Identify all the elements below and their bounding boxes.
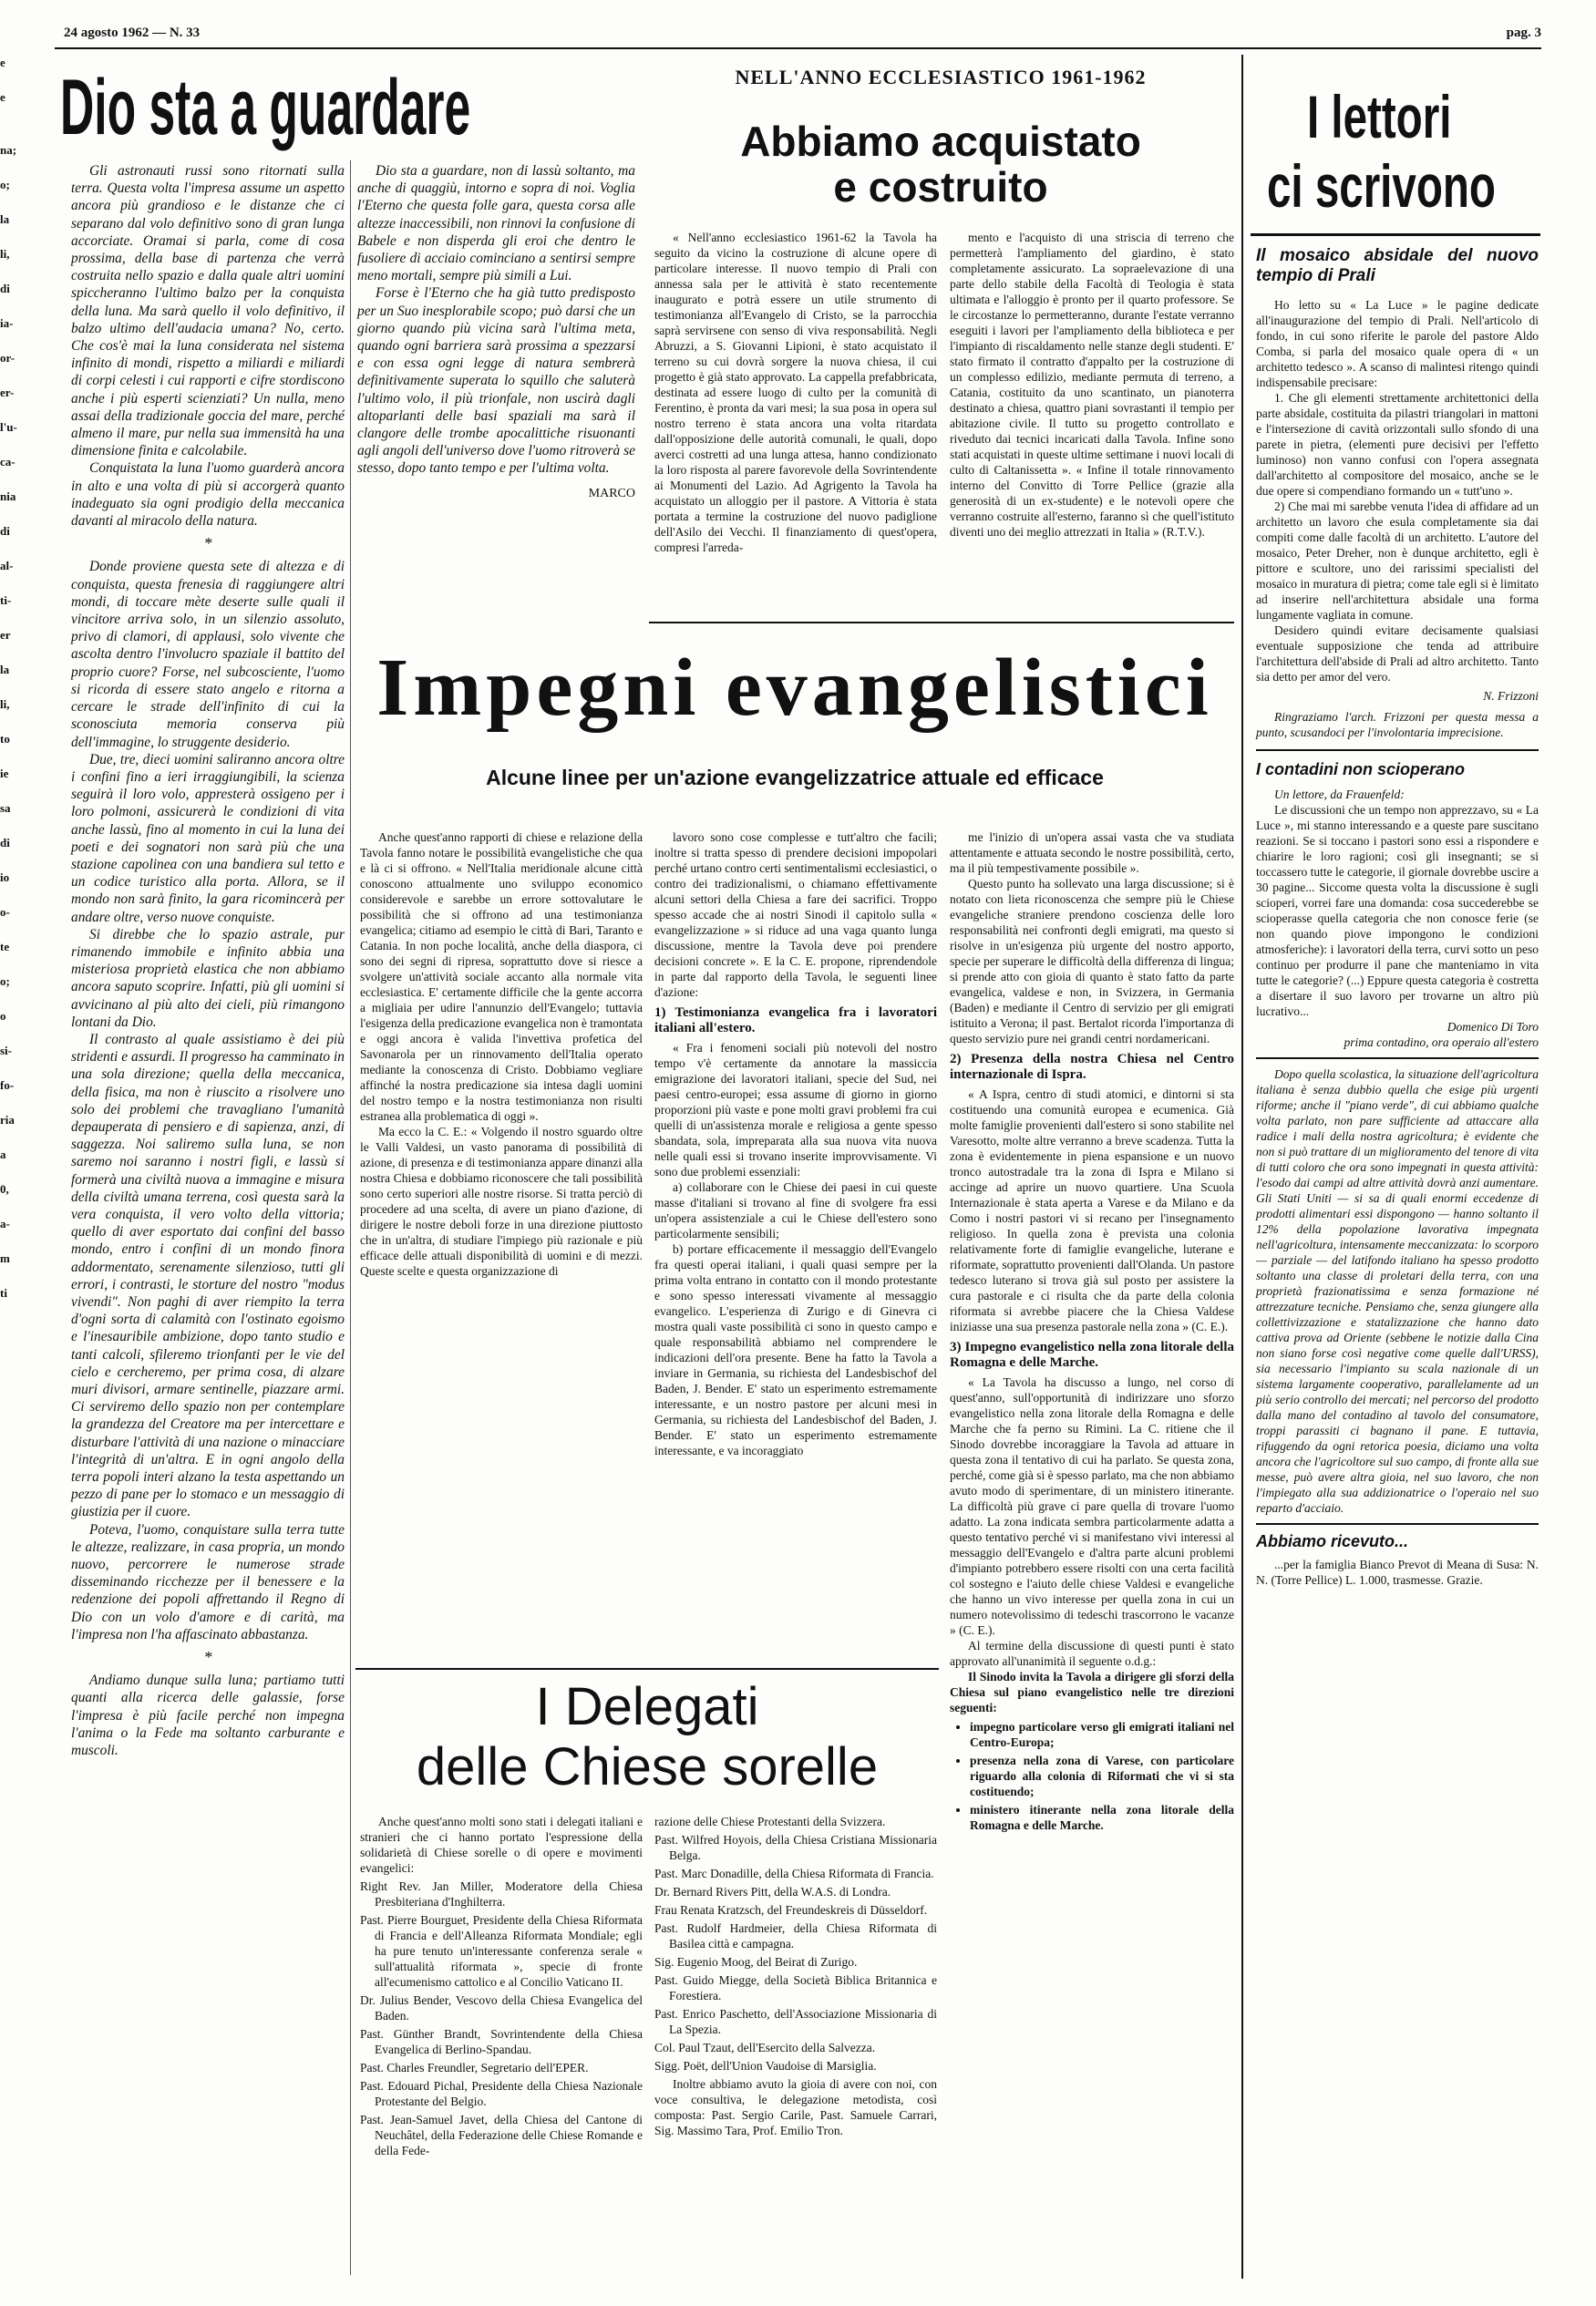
edge-fragment: io	[0, 870, 10, 884]
edge-fragment: te	[0, 940, 10, 953]
a3-resolution-list	[950, 1719, 1234, 1833]
article3-subtitle: Alcune linee per un'azione evangelizzatrice attuale ed efficace	[486, 766, 1104, 789]
edge-fragment: li,	[0, 697, 10, 711]
a5-rule-3	[1256, 1523, 1539, 1525]
article4-title-line2: delle Chiese sorelle	[416, 1737, 879, 1796]
a2-bottom-rule	[649, 622, 1234, 623]
delegate-entry: Right Rev. Jan Miller, Moderatore della Chiesa Presbiteriana d'Inghilterra.	[360, 1879, 643, 1909]
a5-body-3: ...per la famiglia Bianco Prevot di Meana di Susa: N. N. (Torre Pellice) L. 1.000, trasmesse. Grazie.	[1256, 1558, 1539, 1587]
a3-heading-2: 2) Presenza della nostra Chiesa nel Centro internazionale di Ispra.	[950, 1052, 1234, 1082]
a1-p6: Il contrasto al quale assistiamo è dei più stridenti e assurdi. Il progresso ha camminato in una sola direzione; quella della meccanica, della fisica, ma non è riuscito a risolvere uno solo dei problemi che travagliano l'umanità depauperata di pensiero e di sapienza, anzi, di saggezza. Noi saliremo sulla luna, se non saremo noi saranno i nostri figli, e lassù si formerà una civiltà nuova a immagine e misura della civiltà umana terrena, così questa sarà la vera conquista, il vero volto della vittoria; quello di aver esportato dai confini del basso mondo, entro i confini di un mondo finora addormentato, serenamente silenzioso, tutti gli errori, i contrasti, le storture del nostro "modus vivendi". Non paghi di aver riempito la terra d'ogni sorta di calamità con l'ostinato egoismo e l'inesauribile ambizione, dopo tanto studio e tanti calcoli, sfileremo trionfanti per le vie del cielo e cercheremo, per prima cosa, di alzare muri divisori, armare sentinelle, piazzare armi. Ci serviremo dello spazio non per contemplare la grandezza del Creatore ma per intercettare e disturbare l'attività di una nazione o minacciare l'integrità di un'altra. E in ogni angolo della terra popoli interi alzano la testa aspettando un pezzo di pane per lo stomaco e un messaggio di giustizia per il cuore.	[71, 1031, 345, 1520]
edge-fragment: fo-	[0, 1078, 15, 1092]
article4-title	[355, 1677, 939, 1797]
page-header	[64, 26, 1541, 46]
edge-fragment: 0,	[0, 1182, 9, 1196]
article2-column-1	[654, 230, 937, 617]
edge-fragment: la	[0, 212, 10, 226]
a1-separator-2: *	[203, 1648, 212, 1667]
resolution-item: • presenza nella zona di Varese, con particolare riguardo alla colonia di Riformati che vi si sta costituendo;	[970, 1753, 1234, 1799]
article3-column-3	[950, 829, 1234, 2270]
a5-title-rule	[1251, 233, 1540, 236]
delegate-entry: Sigg. Poët, dell'Union Vaudoise di Marsiglia.	[654, 2059, 877, 2073]
article2-column-2	[950, 230, 1234, 617]
edge-fragment: o;	[0, 178, 10, 191]
article3-column-2	[654, 829, 937, 1668]
edge-fragment: ie	[0, 767, 9, 780]
edge-fragment: o;	[0, 974, 10, 988]
a2-c1: « Nell'anno ecclesiastico 1961-62 la Tavola ha seguito da vicino la costruzione di alcune opere di particolare interesse. Il nuovo tempio di Prali con annessa sala per le attività è stato recentemente inaugurato e potrà essere un utile strumento di testimonianza all'Evangelo di Cristo, se la parrocchia saprà servirsene con senso di viva responsabilità. Negli Abruzzi, a S. Giovanni Lipioni, è stato acquistato il terreno su cui dovrà sorgere la nuova chiesa, il cui progetto è già stato approvato. La cappella prefabbricata, destinata ad essere luogo di culto per la comunità di Ferentino, è pronta da vari mesi; la sua posa in opera sul nostro terreno è stata ancora una volta ritardata dall'opposizione delle autorità comunali, le quali, dopo averci costretti ad una lunga attesa, hanno condizionato la loro risposta al parere favorevole della Sovrintendente ai Monumenti del Lazio. Ad Agrigento la Tavola ha acquistato un alloggio per il pastore. A Vittoria è stata portata a termine la costruzione del nuovo padiglione dell'Asilo dei Vecchi. Il finanziamento di quest'opera, compresi l'arreda-	[654, 231, 937, 554]
article2-kicker: NELL'ANNO ECCLESIASTICO 1961-1962	[735, 66, 1147, 88]
article4-title-line1: I Delegati	[535, 1677, 759, 1736]
column-rule-right	[1241, 55, 1243, 2279]
a5-from-2: Un lettore, da Frauenfeld:	[1274, 788, 1405, 801]
a3-c1-p2: Ma ecco la C. E.: « Volgendo il nostro sguardo oltre le Valli Valdesi, un vasto panorama di possibilità di azione, di presenza e di testimonianza appare dinanzi alla nostra Chiesa e dobbiamo riconoscere che tali possibilità sono certo superiori alle nostre risorse. Si tratta perciò di procedere ad una scelta, di avere un piano d'azione, di dirigere le nostre deboli forze in una direzione piuttosto che in un'altra, di studiare l'impiego più razionale e più efficace delle attuali disponibilità di uomini e di mezzi. Queste scelte e questa organizzazione di	[360, 1125, 643, 1278]
edge-fragment: er-	[0, 386, 15, 399]
delegate-entry: Col. Paul Tzaut, dell'Esercito della Salvezza.	[654, 2041, 876, 2054]
delegate-entry: Dr. Bernard Rivers Pitt, della W.A.S. di Londra.	[654, 1885, 891, 1899]
a3-heading-3: 3) Impegno evangelistico nella zona litorale della Romagna e delle Marche.	[950, 1340, 1234, 1370]
edge-fragment: di	[0, 524, 10, 538]
edge-fragment: o	[0, 1009, 6, 1023]
edge-fragment: ca-	[0, 455, 15, 468]
a5-subhead-2: I contadini non scioperano	[1256, 760, 1466, 778]
edge-fragment: ria	[0, 1113, 15, 1127]
a1-p4: Due, tre, dieci uomini saliranno ancora oltre i confini fino a ieri irraggiungibili, la scienza seguirà il loro volo, appresterà ossigeno per i loro polmoni, assicurerà le condizioni di vita anche lassù, fino al momento in cui la luna dei poeti e dei sognatori non sarà più che una stazione capolinea con una bandiera sul tetto e un codice turistico alla porta. Allora, se il mondo non sarà finito, la gara ricomincerà per andare oltre, verso nuove conquiste.	[71, 751, 345, 925]
edge-fragment: l'u-	[0, 420, 17, 434]
a5-body-2: Le discussioni che un tempo non apprezzavo, su « La Luce », mi stanno interessando e a queste pare suscitano reazioni. Se si toccano i pastori sono essi a rispondere e chiarire le loro ragioni; così gli insegnanti; se si toccassero tutte le categorie, il giornale dovrebbe uscire a 30 pagine... Siccome questa volta la discussione è sugli scioperi, vorrei fare una domanda: cosa succederebbe se scioperasse quella categoria che non conosce ferie (se non quando piove impongono le condizioni atmosferiche): i lavoratori della terra, curvi sotto un peso continuo per produrre il pane che manteniamo in vita tutte le categorie? (...) Eppure questa categoria è costretta a disertare il suo lavoro per trovarne un altro più lucrativo...	[1256, 803, 1539, 1018]
edge-fragment: li,	[0, 247, 10, 261]
page-number: pag. 3	[1506, 26, 1541, 40]
left-edge-fragments	[0, 55, 17, 1320]
a3-c1-p1: Anche quest'anno rapporti di chiese e relazione della Tavola fanno notare le possibilità evangelistiche che qua e là ci si offrono. « Nell'Italia meridionale alcune città conoscono attualmente uno sviluppo economico considerevole e sarebbe un errore sottovalutare le possibilità che si offrono ad una testimonianza evangelica; citiamo ad esempio le città di Bari, Taranto e Catania. In non poche località, anche della diaspora, ci sono dei segni di ripresa, soprattutto dove si riesce a svolgere un'attività sociale accanto alla normale vita ecclesiastica. E' certamente difficile che la gente accorra a migliaia per udire l'annunzio dell'Evangelo; tuttavia l'esigenza della predicazione evangelica non è tramontata e oggi ancora è valida l'invettiva profetica del Savonarola per un rinnovamento dell'Italia operato mediante la conoscenza di Cristo. Dobbiamo vegliare affinché la nostra predicazione sia intesa dagli uomini del nostro tempo e la nostra testimonianza non risulti estranea alla problematica di oggi ».	[360, 830, 643, 1123]
delegate-entry: Past. Marc Donadille, della Chiesa Riformata di Francia.	[654, 1867, 934, 1880]
a3-c2-p2: « Fra i fenomeni sociali più notevoli del nostro tempo v'è certamente da annotare la massiccia emigrazione dei lavoratori italiani, specie del Sud, nei paesi centro-europei; essa assume di giorno in giorno proporzioni più vaste e pone molti gravi problemi fra cui quelli di un'assistenza morale e religiosa a gente spesso sbandata, sola, impreparata alla sua nuova vita nuova nelle quali essi si trovano inserite improvvisamente. Vi sono due problemi essenziali:	[654, 1041, 937, 1179]
article1-column-2	[357, 162, 635, 591]
edge-fragment: to	[0, 732, 10, 746]
a3-c3-p5: Al termine della discussione di questi punti è stato approvato all'unanimità il seguente o.d.g.:	[950, 1639, 1234, 1668]
delegate-entry: razione delle Chiese Protestanti della Svizzera.	[654, 1815, 886, 1828]
edge-fragment: e	[0, 90, 5, 104]
a5-sign-2: Domenico Di Toro	[1447, 1020, 1539, 1034]
delegate-entry: Past. Wilfred Hoyois, della Chiesa Cristiana Missionaria Belga.	[654, 1833, 937, 1862]
edge-fragment: ia-	[0, 316, 14, 330]
delegate-entry: Past. Rudolf Hardmeier, della Chiesa Riformata di Basilea città e campagna.	[654, 1921, 937, 1951]
a3-c3-p1: me l'inizio di un'opera assai vasta che va studiata attentamente e attuata secondo le nostre possibilità, certo, ma il più tempestivamente possibile ».	[950, 830, 1234, 875]
article4-column-2	[654, 1814, 937, 2270]
article5-title-line2: ci scrivono	[1267, 152, 1496, 220]
a3-heading-1: 1) Testimonianza evangelica fra i lavoratori italiani all'estero.	[654, 1005, 937, 1035]
a3-c3-p4: « La Tavola ha discusso a lungo, nel corso di quest'anno, sull'opportunità di indirizzare uno sforzo evangelistico nella zona litorale della Romagna e delle Marche che fa perno su Rimini. La C. ritiene che il Sinodo dovrebbe incoraggiare la Tavola ad attuare in questa zona il tentativo di cui ha parlato. Se questa zona, perché, come già si è spesso parlato, ma che non abbiamo avuto modo di sperimentare, di un ministero itinerante. La difficoltà più grave ci pare quella di trovare l'uomo adatto. La zona indicata sembra particolarmente adatta a questo tentativo perché vi si manifestano vivi interessi al messaggio dell'Evangelo e d'altra parte alcuni problemi d'impianto potrebbero essere risolti con una certa facilità col sostegno e l'aiuto delle chiese Valdesi e evangeliche che hanno un vivo interesse per quella zona in cui un numero notevolissimo di tedeschi trascorrono le vacanze » (C. E.).	[950, 1375, 1234, 1637]
edge-fragment: ti-	[0, 593, 12, 607]
a5-p2: 1. Che gli elementi strettamente architettonici della parte absidale, costituita da pilastri triangolari in mattoni e l'intersezione di cavità orizzontali sullo sfondo di una parete in pietra, (elementi pure decisivi per l'effetto luminoso) non vanno confusi con l'opera assegnata dall'architetto al compositore del mosaico, anche se le due opere si compendiano formando un « tutt'uno ».	[1256, 391, 1539, 498]
edge-fragment: nia	[0, 489, 16, 503]
edge-fragment: er	[0, 628, 11, 642]
a4-top-rule	[355, 1668, 939, 1670]
a3-c2-p1: lavoro sono cose complesse e tutt'altro che facili; inoltre si tratta spesso di prendere decisioni impopolari perché urtano contro certi sentimentalismi ecclesiastici, o contro dei tradizionalismi, o chiamano effettivamente alcuni settori della Chiesa a fare dei sacrifici. Troppo spesso accade che ai nostri Sinodi il capitolo sulla « evangelizzazione » si riduce ad una vaga quanto lunga discussione, mentre la Tavola deve poi prendere decisioni concrete ». E la C. E. propone, riprendendole in parte dal rapporto della Tavola, le seguenti linee d'azione:	[654, 830, 938, 999]
a1-col-rule	[350, 160, 351, 2275]
a4-intro: Anche quest'anno molti sono stati i delegati italiani e stranieri che ci hanno portato l'espressione della solidarietà di Chiese sorelle o di opere e movimenti evangelici:	[360, 1815, 643, 1875]
issue-date: 24 agosto 1962 — N. 33	[64, 26, 201, 40]
edge-fragment: na;	[0, 143, 17, 157]
delegate-entry: Past. Günther Brandt, Sovrintendente della Chiesa Evangelica di Berlino-Spandau.	[360, 2027, 643, 2056]
a5-rule-2	[1256, 1057, 1539, 1059]
a5-sign-2b: prima contadino, ora operaio all'estero	[1344, 1035, 1539, 1049]
delegate-entry: Past. Guido Miegge, della Società Biblica Britannica e Forestiera.	[654, 1973, 937, 2002]
a1-c2-p1: Dio sta a guardare, non di lassù soltanto, ma anche di quaggiù, intorno e sopra di noi. Voglia l'Eterno che questa folle gara, questa corsa alle altezze inaccessibili, non rinnovi la confusione di Babele e non disperda gli eroi che dentro le fusoliere di acciaio cominciano a sentirsi sempre meno mortali, sempre più simili a Lui.	[357, 163, 635, 284]
article1-signature: MARCO	[588, 486, 635, 500]
article2-title	[649, 118, 1232, 210]
a1-p1: Gli astronauti russi sono ritornati sulla terra. Questa volta l'impresa assume un aspetto ancora più grandioso e le distanze che ci separano dal volo definitivo sono di gran lunga accorciate. Oramai si parla, come di cosa prossima, della base di partenza che verrà costruita nello spazio e dalla quale altri uomini spiccheranno l'ultimo balzo per la conquista della luna. Ma sarà quello il volo definitivo, il balzo ultimo dell'audacia umana? No, certo. Che cos'è mai la luna considerata nel sistema infinito di mondi, rispetto a miliardi e miliardi di corpi celesti i cui rapporti e cifre stordiscono anche i più esperti scienziati? Un nulla, meno assai della tradizionale goccia del mare, perché almeno il mare, pur nella sua immensità ha una dimensione finita e calcolabile.	[71, 163, 345, 459]
delegate-entry: Past. Enrico Paschetto, dell'Associazione Missionaria di La Spezia.	[654, 2007, 937, 2036]
a3-c2-p4: b) portare efficacemente il messaggio dell'Evangelo fra questi operai italiani, i quali quasi sempre per la prima volta entrano in contatto con il mondo protestante e sono spesso interessati vivamente al messaggio evangelico. L'esperienza di Zurigo e di Ginevra ci mostra quali vaste possibilità ci sono in questo campo e quale responsabilità abbiamo nel comprendere le indicazioni dell'ora presente. Bene ha fatto la Tavola a inviare in Germania, su richiesta del Landesbischof del Baden, J. Bender. E' stato un esperimento estremamente interessante, e un nostro pastore per alcuni mesi in Germania, su richiesta del Landesbischof del Baden, J. Bender. E' stato un esperimento estremamente interessante, e va incoraggiato	[654, 1242, 937, 1457]
edge-fragment: a-	[0, 1217, 10, 1230]
a1-p7: Poteva, l'uomo, conquistare sulla terra tutte le altezze, realizzare, in casa propria, un mondo nuovo, percorrere le numerose strade disseminando ricchezze per il benessere e la redenzione dei popoli affrettando il Regno di Dio con un volo d'amore e di carità, ma l'impresa non l'ha affascinato abbastanza.	[71, 1521, 345, 1642]
article3-title: Impegni evangelistici	[376, 643, 1213, 733]
delegate-note: Inoltre abbiamo avuto la gioia di avere con noi, con voce consultiva, le delegazione metodista, così composta: Past. Sergio Carile, Past. Samuele Carrari, Sig. Massimo Tara, Prof. Emilio Tron.	[654, 2077, 937, 2137]
a5-note-1: Ringraziamo l'arch. Frizzoni per questa messa a punto, scusandoci per l'involontaria imprecisione.	[1256, 710, 1539, 739]
edge-fragment: di	[0, 836, 10, 849]
delegate-entry: Sig. Eugenio Moog, del Beirat di Zurigo.	[654, 1955, 858, 1969]
delegate-entry: Past. Pierre Bourguet, Presidente della Chiesa Riformata di Francia e dell'Alleanza Riformata Mondiale; egli ha pure tenuto un'interessante conferenza serale « sull'attualità riformata », specie di fronte all'ecumenismo cattolico e al Concilio Vaticano II.	[360, 1913, 643, 1989]
edge-fragment: o-	[0, 905, 10, 919]
header-rule	[55, 47, 1541, 49]
article3-title-box	[355, 638, 1234, 746]
a5-p3: 2) Che mai mi sarebbe venuta l'idea di affidare ad un architetto un lavoro che esula completamente sia dai compiti come dalle facoltà di un architetto. L'autore del mosaico, Peter Dreher, non è dunque architetto, egli è pittore e scultore, uno dei rarissimi specialisti del mosaico in muratura di pietra; come tale egli si è limitato ad inserire nell'architettura absidale una forma lungamente vagliata in comune.	[1256, 499, 1539, 622]
article5-title-line1: I lettori	[1307, 83, 1452, 150]
a5-sign-1: N. Frizzoni	[1483, 689, 1539, 703]
a3-c3-p3: « A Ispra, centro di studi atomici, e dintorni si sta costituendo una comunità europea e ecumenica. Già molte famiglie provenienti dall'estero si sono stabilite nel Varesotto, molte altre verranno a breve scadenza. Tutta la zona è evidentemente in piena espansione e un nuovo tronco autostradale tra la zona di Ispra e Milano si accinge ad aprire un nuovo quartiere. Una Scuola Internazionale è stata aperta a Varese e da Milano e da Como i nostri pastori vi si recano per l'insegnamento religioso. In quella zona è prevista una colonia relativamente forte di famiglie evangeliche, luterane e riformate, soprattutto provenienti dall'Olanda. Un pastore tedesco luterano si trova già sul posto per assistere la cura pastorale e ci risulta che da parte della colonia riformata si avrebbe piacere che la Chiesa Valdese iniziasse una sua presenza pastorale nella zona » (C. E.).	[950, 1087, 1234, 1333]
a1-p2: Conquistata la luna l'uomo guarderà ancora in alto e una volta di più si accorgerà quanto inadeguato sia ogni prodigio della meccanica davanti al miracolo della natura.	[71, 460, 345, 530]
edge-fragment: al-	[0, 559, 14, 572]
a3-c2-p3: a) collaborare con le Chiese dei paesi in cui queste masse d'italiani si trovano al fine di svolgere fra essi un'opera assistenziale a cui le Chiese dell'estero sono particolarmente sensibili;	[654, 1180, 937, 1241]
a5-note-2: Dopo quella scolastica, la situazione dell'agricoltura italiana è senza dubbio quella che esige più urgenti riforme; anche il "piano verde", di cui abbiamo qualche volta parlato, non pare sufficiente ad attaccare alla radice i mali della nostra agricoltura; è evidente che non si può trattare di un miglioramento del tenore di vita di tutti coloro che ora sono impegnati in questa attività: l'esodo dai campi ad altre attività dovrà anzi aumentare. Gli Stati Uniti — si sa di quali enormi eccedenze di prodotti alimentari essi dispongono — hanno soltanto il 12% della popolazione lavorativa impegnata nell'agricoltura, intensamente meccanizzata: lo scorporo — parziale — del latifondo italiano ha spesso prodotto soltanto una classe di proletari della terra, con una proprietà frazionatissima e senza formazione né attrezzature tecniche. Pensiamo che, senza giungere alla collettivizzazione e statalizzazione che hanno dato cattiva prova ad Oriente (sebbene le notizie dalla Cina non siano forse così negative come quelle dall'URSS), sia necessario l'impianto su scala nazionale di un sistema largamente cooperativo, parallelamente ad un più serio controllo dei mercati; nel percorso del prodotto dalla mano del contadino al tavolo del consumatore, troppi parassiti ci bagnano il pane. E tuttavia, rifuggendo da ogni retorica poesia, diciamo una volta ancora che l'agricoltore sul suo campo, di fronte alla sue messe, può avere altra gioia, nel suo lavoro, che non l'impiegato alla sua addizionatrice o l'operaio nel suo reparto d'acciaio.	[1256, 1067, 1539, 1515]
edge-fragment: si-	[0, 1044, 12, 1057]
a5-rule-1	[1256, 749, 1539, 751]
edge-fragment: e	[0, 56, 5, 69]
resolution-item: • impegno particolare verso gli emigrati italiani nel Centro-Europa;	[970, 1719, 1234, 1750]
article5-title	[1251, 82, 1540, 237]
delegate-entry: Dr. Julius Bender, Vescovo della Chiesa Evangelica del Baden.	[360, 1993, 643, 2023]
article4-column-1	[360, 1814, 643, 2270]
edge-fragment: a	[0, 1148, 6, 1161]
delegate-entry: Past. Jean-Samuel Javet, della Chiesa del Cantone di Neuchâtel, della Federazione delle Chiese Romande e della Fede-	[360, 2113, 643, 2157]
a3-c3-p2: Questo punto ha sollevato una larga discussione; si è notato con lieta riconoscenza che sempre più le Chiese evangeliche straniere prendono coscienza delle loro responsabilità nei confronti degli emigrati, ma questo si risolve in un'esigenza più urgente del nostro apporto, specie per superare le difficoltà della differenza di lingua; si prende atto con gioia di quanto è stato fatto da parte evangelica, valdese e non, in Svizzera, in Germania (Baden) e mediante il Centro di servizio per gli emigrati istituito a Verona; il past. Bertalot ricorda l'importanza di questo servizio pure nei grandi centri nordamericani.	[950, 877, 1234, 1045]
article5-column	[1256, 244, 1539, 2277]
a1-p8: Andiamo dunque sulla luna; partiamo tutti quanti alla ricerca delle galassie, forse l'impresa è più facile perché non impegna l'anima o la Fede ma soltanto carburante e muscoli.	[71, 1673, 345, 1759]
a1-p5: Si direbbe che lo spazio astrale, pur rimanendo immobile e infinito abbia una misteriosa proprietà elastica che non abbiamo ancora saputo scoprire. Infatti, più gli uomini si avvicinano al più alto dei cieli, più rimangono lontani da Dio.	[71, 926, 345, 1030]
a3-c3-p6: Il Sinodo invita la Tavola a dirigere gli sforzi della Chiesa sul piano evangelistico nelle tre direzioni seguenti:	[950, 1670, 1234, 1714]
article3-column-1	[360, 829, 643, 1668]
a1-c2-p2: Forse è l'Eterno che ha già tutto predisposto per un Suo inesplorabile scopo; può darsi che un giorno quando più vicina sarà l'ultima meta, quando ogni barriera sarà prossima a spezzarsi e con essa ogni legge di natura sembrerà definitivamente superata lo squillo che saluterà l'ultimo volo, il più trionfale, non uscirà dagli altoparlanti delle basi spaziali ma sarà il clangore delle trombe apocalittiche risuonanti agli angoli dell'universo dove l'uomo ritroverà se stesso, dopo tanto tempo e per l'ultima volta.	[357, 285, 635, 477]
edge-fragment: or-	[0, 351, 15, 365]
delegate-entry: Past. Edouard Pichal, Presidente della Chiesa Nazionale Protestante del Belgio.	[360, 2079, 643, 2108]
article2-title-line2: e costruito	[833, 163, 1048, 211]
edge-fragment: ti	[0, 1286, 7, 1300]
article1-title: Dio sta a guardare	[60, 64, 471, 151]
a5-p4: Desidero quindi evitare decisamente qualsiasi eventuale supposizione che tenda ad attribuire l'architettura dell'abside di Prali ad altro architetto. Tanto sia detto per amor del vero.	[1256, 623, 1539, 684]
delegate-entry: Past. Charles Freundler, Segretario dell'EPER.	[360, 2061, 589, 2074]
article2-title-line1: Abbiamo acquistato	[740, 118, 1141, 165]
a5-subhead-3: Abbiamo ricevuto...	[1256, 1532, 1409, 1550]
a1-separator-1: *	[203, 534, 212, 553]
a5-p1: Ho letto su « La Luce » le pagine dedicate all'inaugurazione del tempio di Prali. Nell'articolo di fondo, in cui sono riferite le parole del pastore Aldo Comba, si parla del mosaico quale opera di « un architetto tedesco ». A scanso di malintesi ritengo quindi indispensabile precisare:	[1256, 298, 1539, 389]
a2-c2: mento e l'acquisto di una striscia di terreno che permetterà l'ampliamento del giardino, è stato completamente assicurato. La sopraelevazione di una parte dello stabile della Facoltà di Teologia è stata ultimata e l'alloggio è pronto per il quarto professore. Se le circostanze lo permetteranno, durante l'estate verranno eseguiti i lavori per l'ampliamento della biblioteca e per l'impianto di riscaldamento nelle stanze degli studenti. E' stato firmato il contratto d'appalto per la costruzione di un complesso edilizio, mediante permuta di terreno, a Catania, costituito da uno scantinato, un pianoterra destinato a chiesa, quattro piani sovrastanti il tempio per abitazione civile. Il tutto su progetto controllato e riveduto dai tecnici incaricati dalla Tavola. Infine sono stati acquistati in queste ultime settimane i nuovi locali di culto di Caltanissetta ». « Infine il totale rinnovamento interno del Convitto di Torre Pellice (grazie alla generosità di un ex-studente) e le notevoli opere che verranno costruite all'esterno, faranno sì che quell'istituto diventi uno dei meglio attrezzati in Italia » (R.T.V.).	[950, 231, 1234, 539]
edge-fragment: m	[0, 1251, 10, 1265]
edge-fragment: la	[0, 663, 10, 676]
article1-title-box	[60, 64, 644, 164]
resolution-item: • ministero itinerante nella zona litorale della Romagna e delle Marche.	[970, 1802, 1234, 1833]
delegate-entry: Frau Renata Kratzsch, del Freundeskreis di Düsseldorf.	[654, 1903, 928, 1917]
a1-p3: Donde proviene questa sete di altezza e di conquista, questa frenesia di raggiungere altri mondi, di toccare mète deserte sulle quali il vincitore arriva solo, in un silenzio assoluto, privo di clamori, di applausi, solo vivente che ascolta dentro l'involucro spaziale il battito del proprio cuore? Forse, nel subcosciente, l'uomo si ricorda di essere stato angelo e ritorna a cercare le strade dell'infinito di cui la sconosciuta memoria conserva più dell'immagine, lo struggente desiderio.	[71, 559, 345, 750]
edge-fragment: sa	[0, 801, 11, 815]
a5-subhead-1: Il mosaico absidale del nuovo tempio di Prali	[1256, 246, 1539, 285]
article1-column-1	[71, 162, 345, 2268]
edge-fragment: di	[0, 282, 10, 295]
